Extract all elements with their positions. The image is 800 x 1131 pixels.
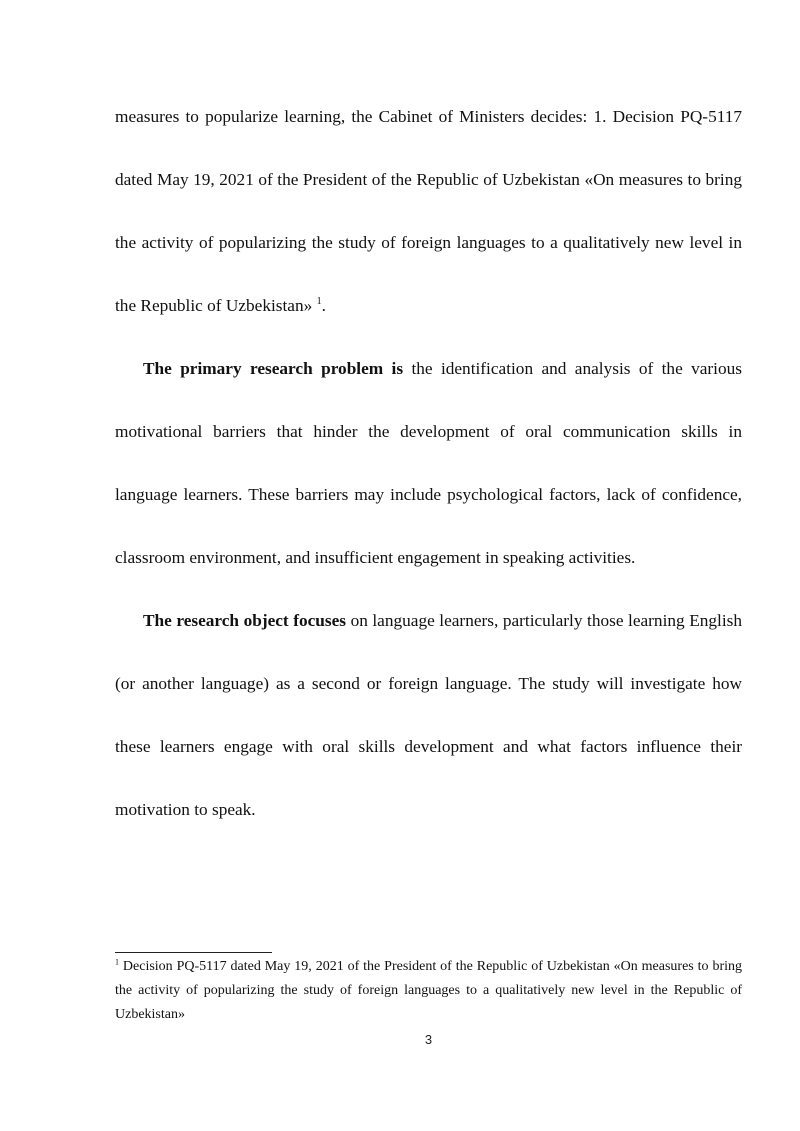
research-object-heading: The research object focuses bbox=[143, 611, 347, 630]
paragraph-research-object bbox=[115, 589, 742, 841]
paragraph-research-problem bbox=[115, 337, 742, 589]
paragraph-decision bbox=[115, 85, 742, 337]
footnote-separator bbox=[115, 952, 272, 953]
research-object-text: on language learners, particularly those learning English (or another language) as a second or foreign language. The study will investigate how these learners engage with oral skills development and what factors influence their motivation to speak. bbox=[115, 611, 742, 819]
research-problem-text: the identification and analysis of the various motivational barriers that hinder the development of oral communication skills in language learners. These barriers may include psychological factors, lack of confidence, classroom environment, and insufficient engagement in speaking activities. bbox=[115, 359, 742, 567]
footnote-reference[interactable]: 1 bbox=[316, 296, 322, 308]
body-text bbox=[115, 85, 742, 841]
page-number: 3 bbox=[424, 1032, 433, 1047]
research-problem-heading: The primary research problem is bbox=[143, 359, 404, 378]
footnote bbox=[115, 955, 742, 1027]
footnote-text: Decision PQ-5117 dated May 19, 2021 of the President of the Republic of Uzbekistan «On measures to bring the activity of popularizing the study of foreign languages to a qualitatively new level in the Republic of Uzbekistan» bbox=[115, 959, 742, 1022]
paragraph-decision-tail: . bbox=[321, 296, 326, 315]
paragraph-decision-text: measures to popularize learning, the Cabinet of Ministers decides: 1. Decision PQ-5117 dated May 19, 2021 of the President of the Republic of Uzbekistan «On measures to bring the activity of popularizing the study of foreign languages to a qualitatively new level in the Republic of Uzbekistan» bbox=[115, 107, 742, 315]
footnote-marker: 1 bbox=[115, 957, 119, 967]
